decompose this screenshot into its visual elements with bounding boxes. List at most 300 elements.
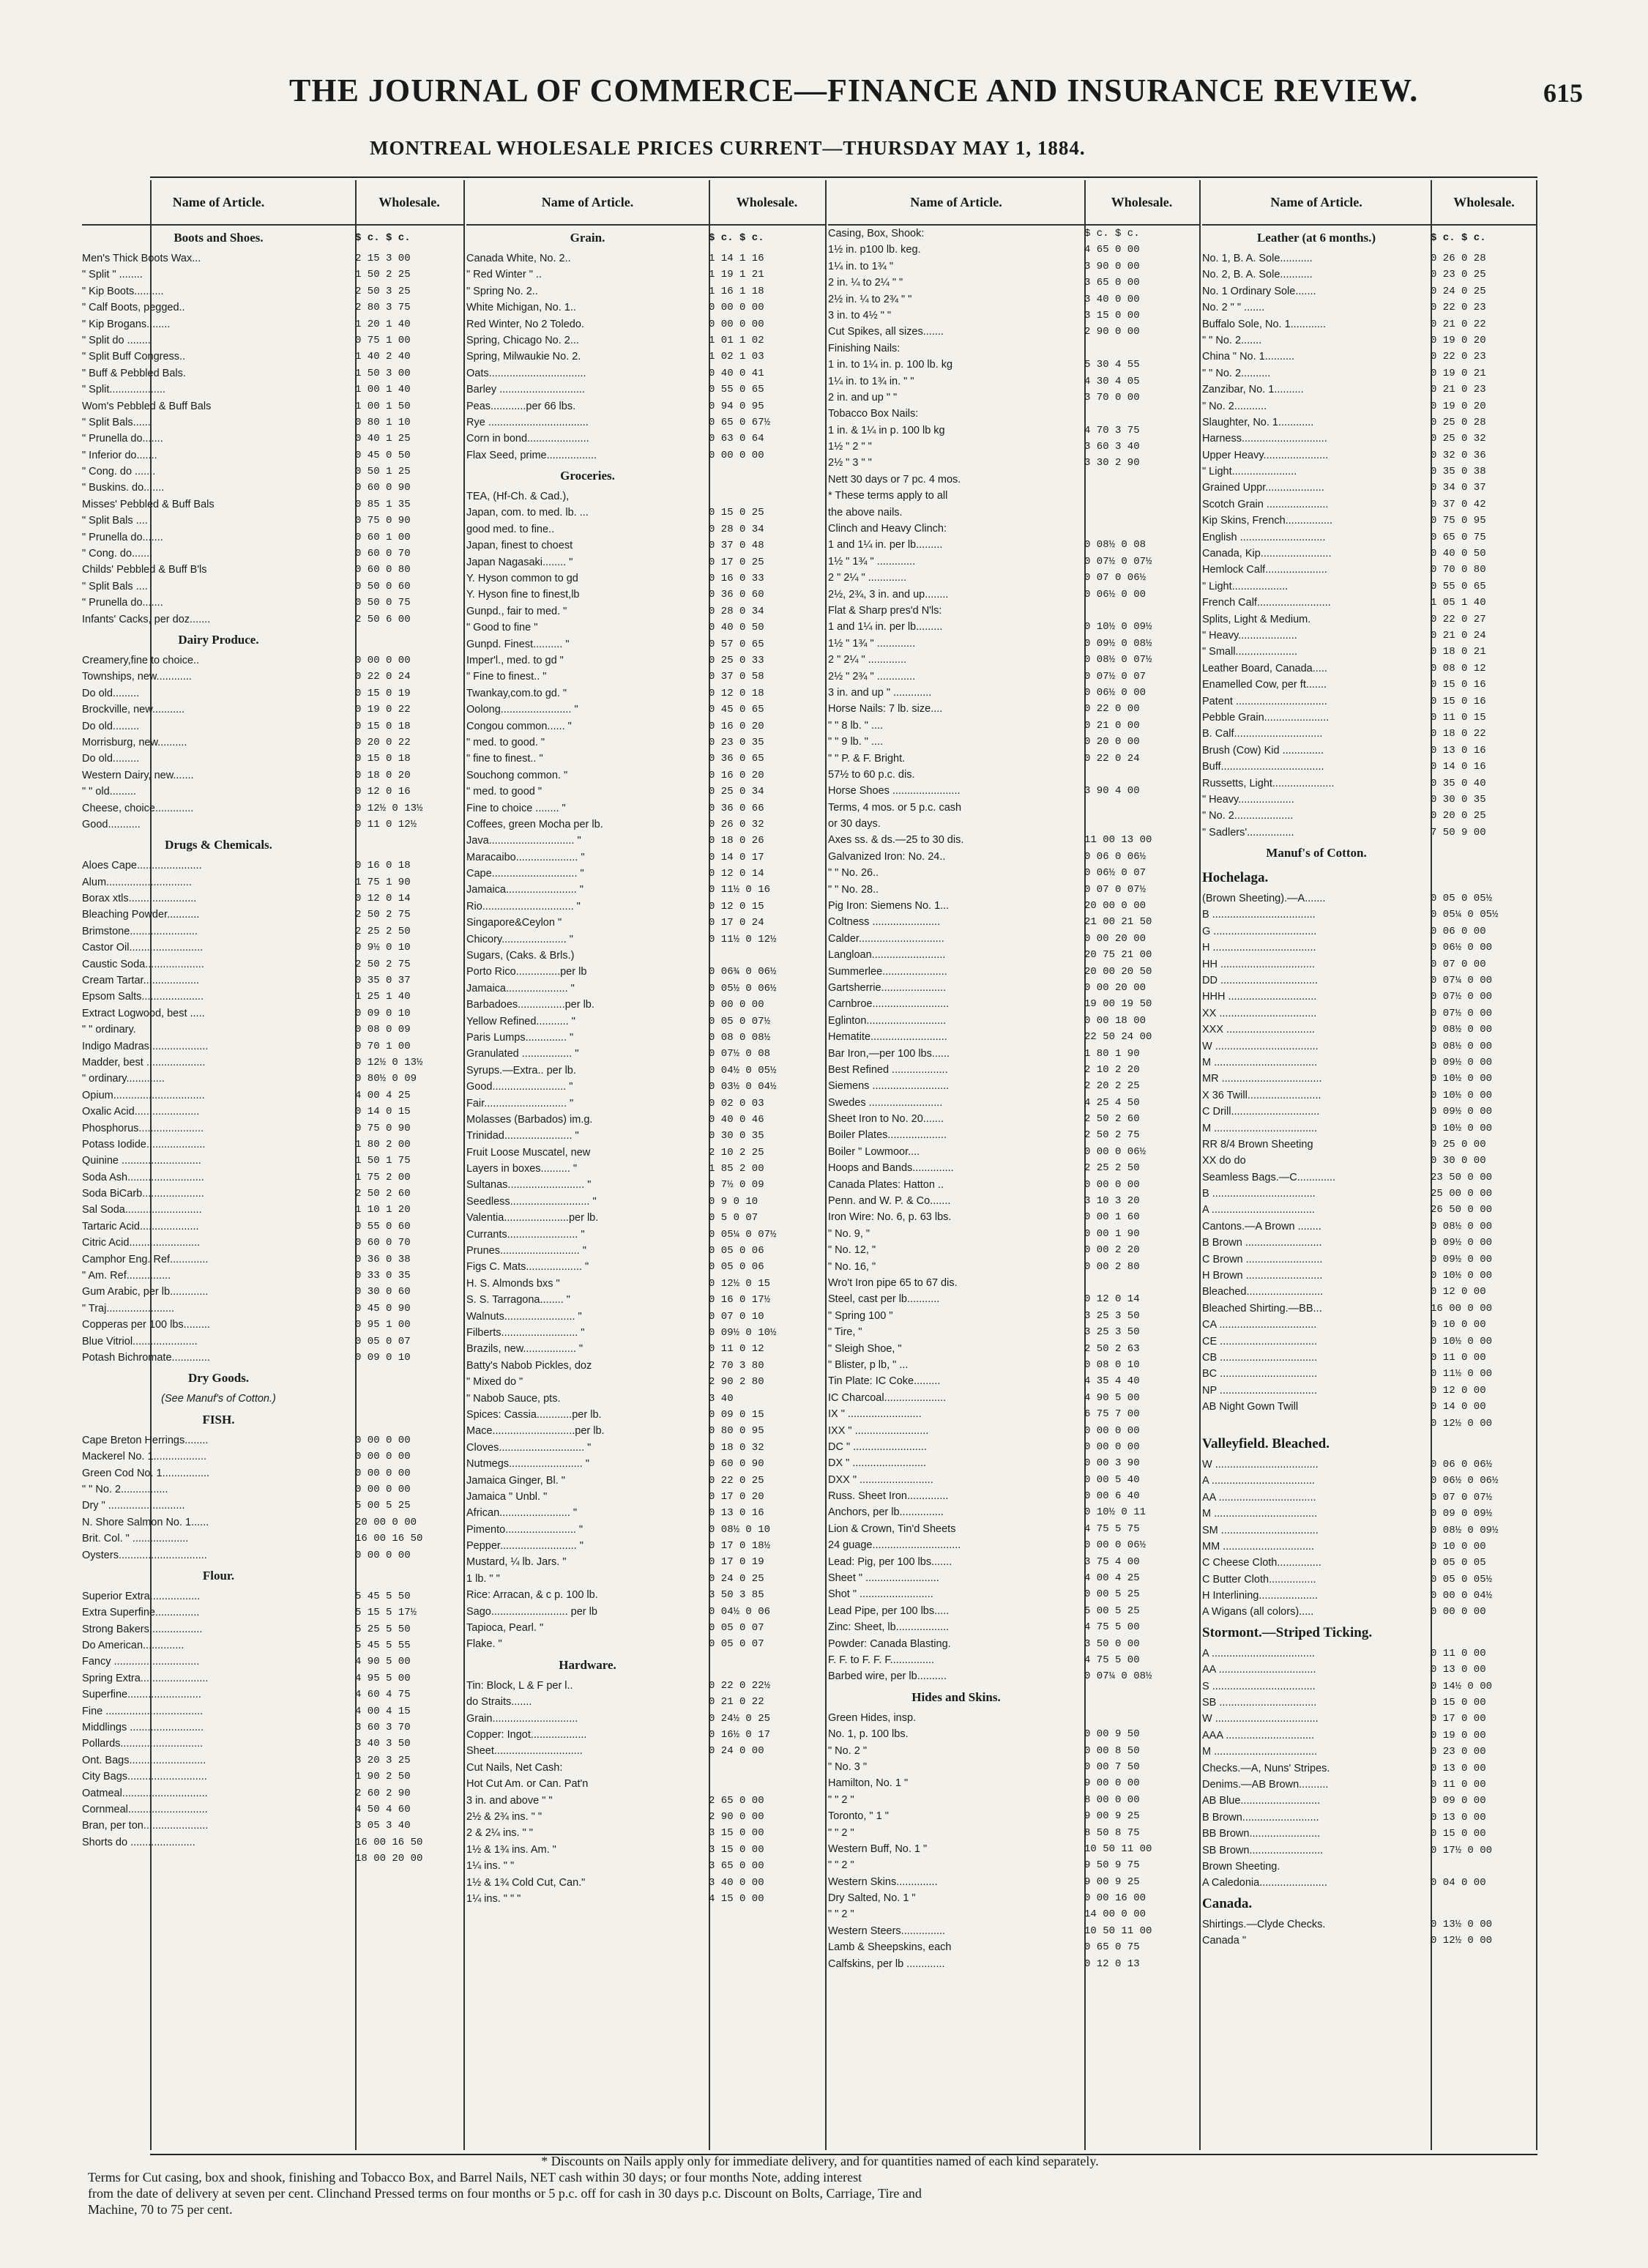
article-name: Potass Iodide.................... (82, 1138, 206, 1150)
article-name: Dry Salted, No. 1 " (828, 1892, 916, 1905)
wholesale-price: 0 08½ 0 00 (1431, 1024, 1493, 1036)
article-row (828, 1759, 1199, 1775)
article-name: Townships, new............ (82, 671, 192, 683)
wholesale-price: 0 00 2 80 (1084, 1260, 1140, 1273)
article-name: Scotch Grain ..................... (1202, 498, 1329, 510)
article-name: HH ................................ (1202, 958, 1315, 970)
column-rule (825, 180, 827, 2150)
section-title: Grain. (570, 231, 605, 245)
article-row (828, 1390, 1199, 1406)
section-heading (466, 226, 825, 250)
wholesale-price: 1 10 1 20 (355, 1204, 411, 1216)
section-heading (82, 1564, 463, 1588)
section-heading (1202, 226, 1537, 250)
article-row (466, 1374, 825, 1390)
wholesale-price: 0 13 0 00 (1431, 1762, 1486, 1774)
article-row (466, 587, 825, 603)
wholesale-price: 0 33 0 35 (355, 1270, 411, 1282)
article-row (466, 1809, 825, 1825)
wholesale-price: 0 00 0 00 (709, 302, 764, 314)
wholesale-price: 16 00 16 50 (355, 1533, 423, 1545)
article-name: Ont. Bags.......................... (82, 1754, 206, 1766)
article-row (828, 1062, 1199, 1078)
article-row (1202, 1473, 1537, 1489)
article-row (82, 1547, 463, 1564)
article-name: XX ................................. (1202, 1007, 1317, 1019)
article-name: 2½ " 2¾ " ............. (828, 670, 916, 683)
wholesale-price: 0 36 0 60 (709, 589, 764, 601)
article-name: A ................................... (1202, 1647, 1315, 1659)
article-name: Extract Logwood, best ..... (82, 1007, 205, 1019)
article-row (1202, 529, 1537, 546)
article-name: Japan Nagasaki........ " (466, 556, 573, 568)
article-name: Green Cod No. 1................ (82, 1467, 210, 1479)
article-name: AA ................................. (1202, 1491, 1316, 1503)
article-row (82, 480, 463, 496)
wholesale-price: 2 10 2 25 (709, 1146, 764, 1159)
wholesale-price: 0 00 0 00 (355, 1434, 411, 1446)
article-name: Japan, com. to med. lb. ... (466, 507, 589, 519)
article-name: Batty's Nabob Pickles, doz (466, 1359, 592, 1372)
article-name: W ................................... (1202, 1040, 1319, 1052)
article-row (828, 1808, 1199, 1824)
wholesale-price: 0 11 0 00 (1431, 1778, 1486, 1791)
article-row (828, 1226, 1199, 1242)
article-name: Cape............................. " (466, 868, 584, 880)
wholesale-price: 1 40 2 40 (355, 351, 411, 363)
article-row (828, 980, 1199, 996)
article-row (82, 1605, 463, 1621)
article-row (1202, 989, 1537, 1005)
wholesale-price: 0 06½ 0 07 (1084, 867, 1146, 880)
article-name: " " old......... (82, 786, 136, 798)
article-row (466, 620, 825, 636)
article-name: N. Shore Salmon No. 1...... (82, 1516, 209, 1528)
wholesale-price: 2 50 2 63 (1084, 1342, 1140, 1355)
article-row (1202, 1416, 1537, 1432)
article-row (828, 898, 1199, 914)
article-row (466, 1538, 825, 1554)
article-name: Copper: Ingot................... (466, 1728, 587, 1741)
article-row (82, 283, 463, 300)
article-row (466, 382, 825, 398)
wholesale-price: 0 13 0 16 (709, 1507, 764, 1520)
section-title: FISH. (202, 1412, 235, 1427)
wholesale-price (1084, 341, 1199, 357)
wholesale-price: 5 45 5 55 (355, 1640, 411, 1652)
wholesale-price: 0 30 0 60 (355, 1286, 411, 1298)
wholesale-price: 4 60 4 75 (355, 1689, 411, 1701)
article-row (828, 751, 1199, 767)
article-row (466, 1456, 825, 1472)
article-name: " No. 16, " (828, 1260, 876, 1273)
wholesale-price: 1 01 1 02 (709, 334, 764, 346)
wholesale-price: 4 15 0 00 (709, 1892, 764, 1905)
article-name: Fruit Loose Muscatel, new (466, 1146, 591, 1159)
wholesale-price: 0 08 0 10 (1084, 1358, 1140, 1371)
wholesale-price: 8 50 8 75 (1084, 1826, 1140, 1839)
article-row (466, 505, 825, 521)
wholesale-price: 2 90 0 00 (709, 1810, 764, 1823)
article-row (1202, 677, 1537, 693)
article-row (828, 701, 1199, 717)
wholesale-price: 5 30 4 55 (1084, 359, 1140, 371)
wholesale-price: 3 50 0 00 (1084, 1637, 1140, 1650)
article-name: Y. Hyson fine to finest,lb (466, 589, 580, 601)
article-row (1202, 1933, 1537, 1949)
wholesale-price: 26 50 0 00 (1431, 1204, 1493, 1216)
article-row (1202, 1826, 1537, 1842)
wholesale-price (709, 1760, 825, 1776)
article-name: Galvanized Iron: No. 24.. (828, 850, 946, 863)
article-row (1202, 1728, 1537, 1744)
article-row (466, 767, 825, 784)
wholesale-price: 0 08 0 12 (1431, 662, 1486, 674)
article-row (1202, 1588, 1537, 1604)
article-row (828, 1373, 1199, 1389)
section-title: Hardware. (559, 1657, 616, 1672)
wholesale-price: 3 25 3 50 (1084, 1326, 1140, 1339)
article-row (466, 300, 825, 316)
wholesale-price: 0 65 0 67½ (709, 416, 771, 428)
article-name: Sago.......................... per lb (466, 1605, 597, 1618)
wholesale-price: 0 26 0 32 (709, 818, 764, 830)
article-row (466, 1423, 825, 1439)
wholesale-header: Wholesale. (1453, 194, 1515, 209)
article-name: Boiler " Lowmoor.... (828, 1145, 920, 1158)
wholesale-price: 0 00 6 40 (1084, 1490, 1140, 1503)
article-name: Cream Tartar................... (82, 975, 200, 987)
article-name: H Brown .......................... (1202, 1270, 1323, 1282)
article-row (1202, 661, 1537, 677)
article-name: " " P. & F. Bright. (828, 752, 906, 765)
article-name: M ................................... (1202, 1056, 1318, 1068)
wholesale-price: 20 00 20 50 (1084, 965, 1152, 978)
article-row (1202, 1916, 1537, 1933)
article-row (466, 685, 825, 702)
wholesale-price: 2 80 3 75 (355, 302, 411, 314)
article-row (466, 1309, 825, 1325)
article-name: IX " ......................... (828, 1408, 922, 1421)
wholesale-price: 4 50 4 60 (355, 1803, 411, 1815)
article-row (1202, 1777, 1537, 1793)
wholesale-price: 0 00 0 00 (1084, 1440, 1140, 1453)
article-name: Buffalo Sole, No. 1............ (1202, 318, 1326, 330)
brand-heading (1202, 1892, 1537, 1916)
article-name: CE ................................. (1202, 1335, 1318, 1347)
wholesale-price: 0 57 0 65 (709, 638, 764, 650)
article-row (1202, 710, 1537, 726)
article-name: " Sleigh Shoe, " (828, 1342, 902, 1355)
article-row (828, 505, 1199, 521)
wholesale-price: 0 05½ 0 06½ (709, 982, 777, 994)
article-name: Porto Rico...............per lb (466, 966, 587, 978)
wholesale-price: 0 12 0 16 (355, 786, 411, 798)
wholesale-price: 4 35 4 40 (1084, 1375, 1140, 1388)
article-row (466, 1694, 825, 1710)
wholesale-price: 5 00 5 25 (355, 1500, 411, 1512)
wholesale-price: 16 00 0 00 (1431, 1302, 1493, 1315)
article-name: " Red Winter " .. (466, 269, 542, 281)
article-name: SB ................................. (1202, 1697, 1317, 1709)
wholesale-price: 18 00 20 00 (355, 1853, 423, 1865)
wholesale-price: 0 12 0 15 (709, 900, 764, 912)
article-name: S. S. Tarragona........ " (466, 1294, 570, 1306)
wholesale-price: 0 30 0 35 (1431, 793, 1486, 806)
article-row (466, 1096, 825, 1112)
article-row (828, 570, 1199, 586)
article-name: Upper Heavy...................... (1202, 449, 1329, 461)
article-row (82, 332, 463, 349)
article-name: No. 2 " " ....... (1202, 302, 1265, 314)
wholesale-price (1084, 603, 1199, 619)
wholesale-price (709, 1776, 825, 1792)
wholesale-price: 0 17 0 20 (709, 1490, 764, 1503)
wholesale-price: 9 50 9 75 (1084, 1859, 1140, 1872)
wholesale-price: 0 10½ 0 00 (1431, 1335, 1493, 1347)
article-name: W ................................... (1202, 1458, 1319, 1471)
wholesale-price: 0 15 0 16 (1431, 695, 1486, 707)
wholesale-price: 0 40 0 41 (709, 367, 764, 379)
brand-heading (1202, 1621, 1537, 1646)
article-name: Gartsherrie...................... (828, 981, 947, 994)
wholesale-price: 2 50 3 25 (355, 285, 411, 297)
article-row (466, 849, 825, 866)
article-name: 1½ " 2 " " (828, 441, 872, 453)
article-row (828, 603, 1199, 619)
wholesale-price: 0 30 0 00 (1431, 1155, 1486, 1167)
wholesale-price: 0 21 0 00 (1084, 719, 1140, 732)
article-name: Mackerel No. 1.................. (82, 1451, 207, 1463)
article-row (82, 1637, 463, 1654)
article-name: Quinine ........................... (82, 1155, 201, 1167)
wholesale-price (1084, 488, 1199, 504)
article-name: Flax Seed, prime................. (466, 449, 597, 461)
wholesale-price: 0 11 0 00 (1431, 1647, 1486, 1659)
wholesale-price: 0 15 0 18 (355, 753, 411, 765)
article-row (82, 1531, 463, 1547)
article-name: Brockville, new........... (82, 704, 185, 716)
article-name: Terms, 4 mos. or 5 p.c. cash (828, 801, 962, 814)
article-row (82, 1284, 463, 1300)
wholesale-price: 14 00 0 00 (1084, 1908, 1146, 1921)
article-name: Western Buff, No. 1 " (828, 1843, 928, 1855)
article-name: Lead Pipe, per 100 lbs..... (828, 1605, 950, 1617)
article-row (1202, 1104, 1537, 1120)
wholesale-price: 2 10 2 20 (1084, 1063, 1140, 1076)
article-row (82, 702, 463, 718)
article-name: A ................................... (1202, 1204, 1315, 1216)
wholesale-price: 0 00 18 00 (1084, 1014, 1146, 1027)
article-name: C Drill.............................. (1202, 1106, 1320, 1118)
article-row (466, 365, 825, 382)
article-name: " Light................... (1202, 580, 1289, 592)
article-name: W ................................... (1202, 1713, 1319, 1725)
wholesale-price: 0 12½ 0 13½ (355, 1056, 423, 1068)
article-name: Casing, Box, Shook: (828, 228, 925, 239)
article-row (1202, 1137, 1537, 1153)
article-row (82, 546, 463, 562)
wholesale-price: 0 40 0 50 (1431, 548, 1486, 560)
wholesale-price: 3 25 3 50 (1084, 1309, 1140, 1322)
article-name: Blue Vitriol...................... (82, 1335, 198, 1347)
wholesale-price: 4 75 5 75 (1084, 1522, 1140, 1535)
footnote-line: * Discounts on Nails apply only for immediate delivery, and for quantities named of each kind separately. (541, 2154, 1099, 2168)
article-row (82, 1104, 463, 1120)
wholesale-price: 0 95 1 00 (355, 1319, 411, 1331)
wholesale-price: 0 06 0 00 (1431, 925, 1486, 937)
wholesale-price: 0 12 0 00 (1431, 1286, 1486, 1298)
article-rows (82, 226, 463, 1867)
article-name: Hot Cut Am. or Can. Pat'n (466, 1778, 589, 1791)
wholesale-price: 0 36 0 38 (355, 1253, 411, 1265)
wholesale-price: 4 95 5 00 (355, 1672, 411, 1684)
article-name: Calfskins, per lb ............. (828, 1957, 945, 1970)
article-row (82, 1301, 463, 1317)
wholesale-price: 0 00 20 00 (1084, 932, 1146, 945)
wholesale-price: 1 20 1 40 (355, 318, 411, 330)
article-row (466, 1210, 825, 1226)
wholesale-price: 0 00 0 00 (355, 654, 411, 666)
wholesale-price: 0 08½ 0 09½ (1431, 1524, 1499, 1536)
section-title: Dairy Produce. (178, 632, 259, 647)
article-name: Tapioca, Pearl. " (466, 1622, 544, 1635)
article-row (82, 973, 463, 989)
wholesale-price: 0 11 0 15 (1431, 711, 1486, 724)
article-name: Lamb & Sheepskins, each (828, 1941, 952, 1954)
article-name: Green Hides, insp. (828, 1711, 917, 1724)
article-row (828, 341, 1199, 357)
article-row (466, 1793, 825, 1809)
section-heading (82, 833, 463, 858)
article-row (82, 1120, 463, 1137)
article-row (82, 349, 463, 365)
article-name: Shirtings.—Clyde Checks. (1202, 1918, 1326, 1930)
wholesale-price: 16 00 16 50 (355, 1836, 423, 1848)
article-row (466, 866, 825, 882)
wholesale-price: 0 24 0 25 (709, 1572, 764, 1585)
wholesale-price: 0 17 0 00 (1431, 1713, 1486, 1725)
article-row (828, 619, 1199, 635)
article-name: Morrisburg, new.......... (82, 736, 187, 748)
article-name: " Fine to finest.. " (466, 671, 547, 683)
article-row (82, 267, 463, 283)
article-name: Childs' Pebbled & Buff B'ls (82, 564, 207, 576)
wholesale-price: 3 60 3 40 (1084, 441, 1140, 453)
section-heading (1202, 841, 1537, 866)
article-row (1202, 1219, 1537, 1235)
article-row (466, 1571, 825, 1587)
article-name: Penn. and W. P. & Co....... (828, 1195, 951, 1208)
article-row (828, 1586, 1199, 1602)
article-row (1202, 300, 1537, 316)
article-row (1202, 1235, 1537, 1251)
wholesale-price: 0 00 9 50 (1084, 1728, 1140, 1741)
article-row (828, 259, 1199, 275)
article-name: Steel, cast per lb........... (828, 1293, 940, 1306)
article-row (828, 1619, 1199, 1635)
article-row (466, 398, 825, 414)
article-row (82, 1654, 463, 1670)
article-row (828, 1652, 1199, 1668)
article-row (82, 767, 463, 784)
article-row (828, 308, 1199, 324)
article-row (828, 291, 1199, 308)
article-name: the above nails. (828, 506, 903, 518)
article-name: TEA, (Hf-Ch. & Cad.), (466, 491, 570, 503)
wholesale-price: 3 40 (709, 1392, 734, 1405)
article-name: Chicory...................... " (466, 933, 573, 945)
article-row (82, 1055, 463, 1071)
wholesale-price: 0 04½ 0 06 (709, 1605, 771, 1618)
section-title: Drugs & Chemicals. (165, 838, 272, 852)
wholesale-price: 1 16 1 18 (709, 285, 764, 297)
article-name: Horse Nails: 7 lb. size.... (828, 703, 943, 715)
wholesale-price: 3 40 0 00 (1084, 293, 1140, 305)
wholesale-price: 0 22 0 24 (1084, 752, 1140, 765)
article-name: Twankay,com.to gd. " (466, 687, 567, 699)
wholesale-price: 5 00 5 25 (1084, 1605, 1140, 1617)
article-name: H ................................... (1202, 942, 1316, 954)
article-name: " Mixed do " (466, 1376, 523, 1388)
article-name: X 36 Twill......................... (1202, 1089, 1321, 1101)
article-row (828, 816, 1199, 832)
article-row (1202, 1695, 1537, 1711)
article-name: 1 and 1¼ in. per lb......... (828, 621, 943, 633)
article-row (828, 1743, 1199, 1759)
article-name: A Wigans (all colors)..... (1202, 1606, 1314, 1618)
article-name: Barbed wire, per lb.......... (828, 1670, 947, 1683)
article-row (466, 997, 825, 1013)
article-name: Tartaric Acid.................... (82, 1220, 199, 1232)
article-row (1202, 1875, 1537, 1891)
article-row (1202, 891, 1537, 907)
article-name: Figs C. Mats................... " (466, 1261, 589, 1274)
article-row (466, 784, 825, 800)
article-row (82, 562, 463, 578)
article-row (1202, 907, 1537, 923)
article-row (82, 431, 463, 447)
article-row (466, 1776, 825, 1792)
article-name: Grain............................. (466, 1712, 578, 1725)
wholesale-price: 0 12 0 00 (1431, 1384, 1486, 1397)
wholesale-price: 0 00 0 00 (1084, 1178, 1140, 1191)
running-title: THE JOURNAL OF COMMERCE—FINANCE AND INSURANCE REVIEW. (289, 72, 1419, 108)
article-name: " " 2 " (828, 1908, 854, 1921)
wholesale-price: 0 80 0 95 (709, 1425, 764, 1438)
wholesale-price: 0 10½ 0 09½ (1084, 621, 1152, 633)
article-row (1202, 1555, 1537, 1571)
article-row (82, 513, 463, 529)
wholesale-price: 4 00 4 25 (355, 1089, 411, 1101)
wholesale-price: 0 9 0 10 (709, 1195, 758, 1208)
wholesale-price: 0 24½ 0 25 (709, 1712, 771, 1725)
article-row (828, 1242, 1199, 1258)
article-name: " Prunella do....... (82, 597, 163, 609)
article-name: Denims.—AB Brown.......... (1202, 1778, 1329, 1791)
article-row (466, 1259, 825, 1275)
wholesale-price (1084, 505, 1199, 521)
article-row (82, 1235, 463, 1251)
article-row (466, 964, 825, 980)
article-name: " Heavy.................... (1202, 629, 1297, 642)
wholesale-price: 9 00 9 25 (1084, 1810, 1140, 1823)
article-name: Dry " .......................... (82, 1500, 185, 1512)
wholesale-price: 1 25 1 40 (355, 991, 411, 1003)
article-name: Oatmeal............................. (82, 1787, 208, 1799)
article-name: " Prunella do....... (82, 531, 163, 543)
article-row (466, 570, 825, 587)
